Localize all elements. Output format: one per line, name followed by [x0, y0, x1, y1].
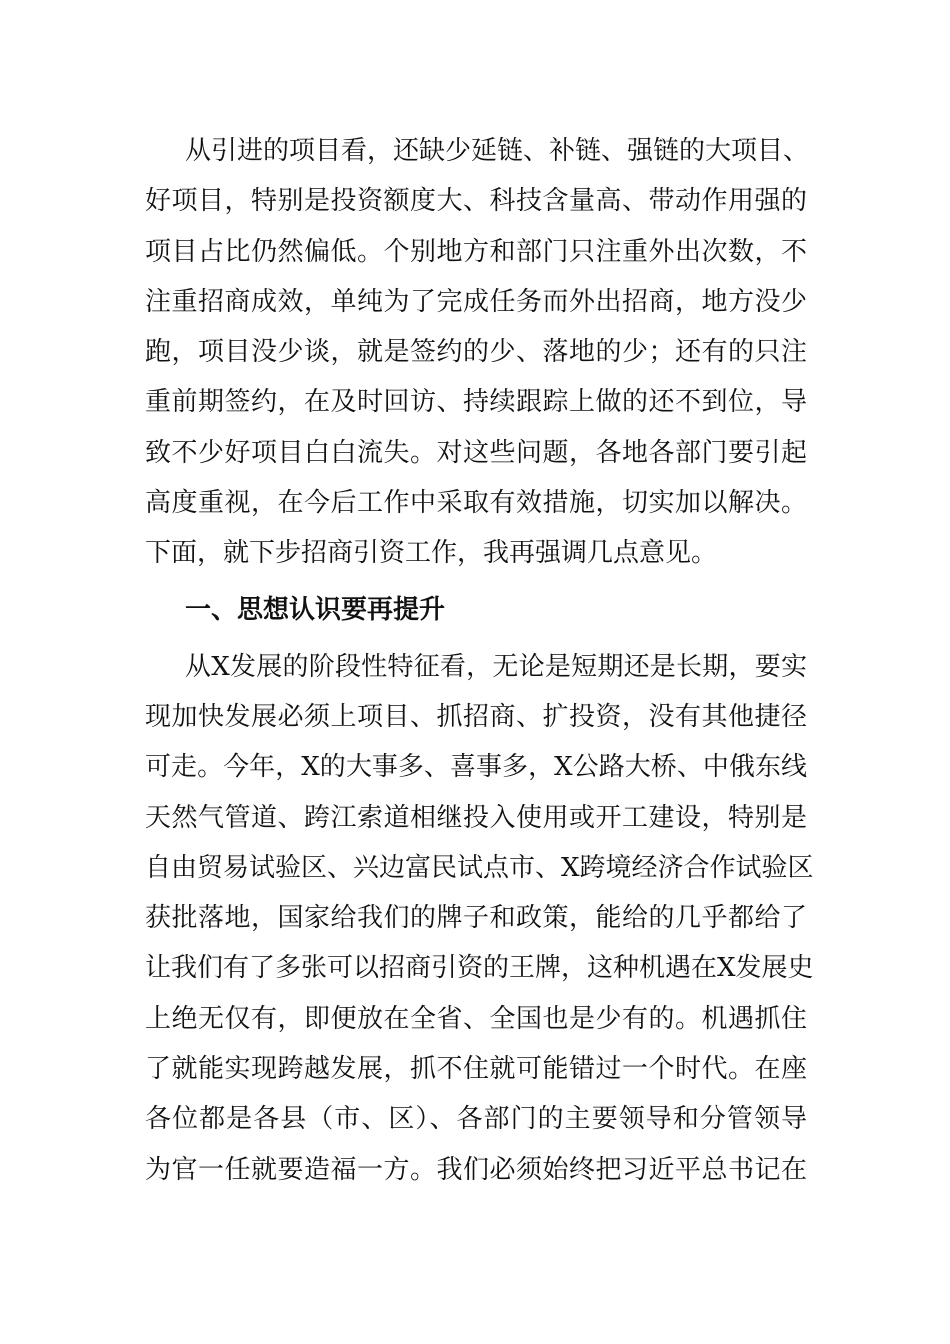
text-line: 项目占比仍然偏低。个别地方和部门只注重外出次数，不 — [145, 236, 807, 267]
text-line: 下面，就下步招商引资工作，我再强调几点意见。 — [145, 538, 718, 569]
text-line: 了就能实现跨越发展，抓不住就可能错过一个时代。在座 — [145, 1054, 807, 1085]
text-line: 重前期签约，在及时回访、持续跟踪上做的还不到位，导 — [145, 387, 807, 418]
paragraph-1 — [145, 126, 810, 579]
text-line: 高度重视，在今后工作中采取有效措施，切实加以解决。 — [145, 488, 807, 519]
text-line: 天然气管道、跨江索道相继投入使用或开工建设，特别是 — [145, 802, 807, 833]
paragraph-2 — [145, 642, 814, 1195]
text-line: 注重招商成效，单纯为了完成任务而外出招商，地方没少 — [145, 286, 807, 317]
section-heading: 一、思想认识要再提升 — [185, 594, 446, 625]
text-line: 上绝无仅有，即便放在全省、全国也是少有的。机遇抓住 — [145, 1003, 807, 1034]
text-line: 可走。今年，X的大事多、喜事多，X公路大桥、中俄东线 — [145, 752, 807, 783]
text-line: 从引进的项目看，还缺少延链、补链、强链的大项目、 — [185, 136, 810, 166]
text-line: 让我们有了多张可以招商引资的王牌，这种机遇在X发展史 — [145, 953, 814, 984]
text-line: 为官一任就要造福一方。我们必须始终把习近平总书记在 — [145, 1154, 807, 1185]
document-body — [145, 126, 814, 1195]
text-line: 各位都是各县（市、区）、各部门的主要领导和分管领导 — [145, 1104, 807, 1135]
text-line: 自由贸易试验区、兴边富民试点市、X跨境经济合作试验区 — [145, 852, 814, 883]
text-line: 从X发展的阶段性特征看，无论是短期还是长期，要实 — [185, 651, 807, 682]
text-line: 致不少好项目白白流失。对这些问题，各地各部门要引起 — [145, 437, 807, 468]
text-line: 获批落地，国家给我们的牌子和政策，能给的几乎都给了 — [145, 903, 807, 934]
text-line: 现加快发展必须上项目、抓招商、扩投资，没有其他捷径 — [145, 701, 807, 732]
text-line: 跑，项目没少谈，就是签约的少、落地的少；还有的只注 — [145, 337, 807, 368]
text-line: 好项目，特别是投资额度大、科技含量高、带动作用强的 — [145, 186, 807, 217]
